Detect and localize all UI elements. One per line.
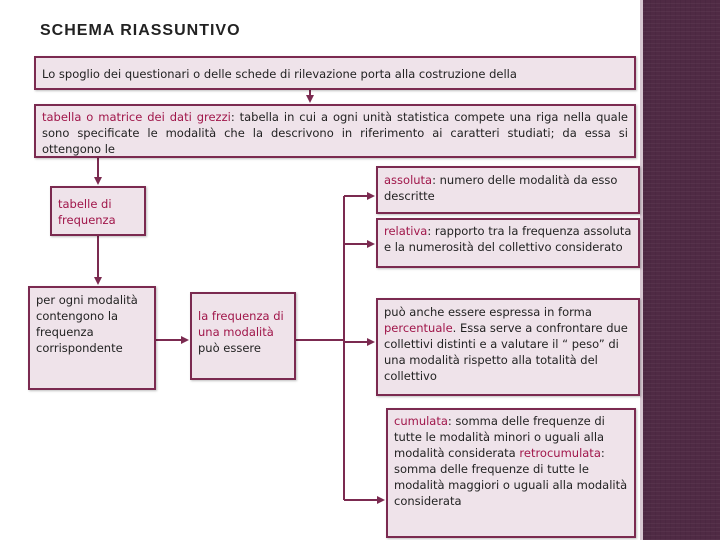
per-ogni-box [28,286,156,390]
percentuale-term: percentuale [384,321,453,335]
relativa-box [376,218,640,268]
la-frequenza-term: la frequenza di una modalità [198,309,284,339]
percentuale-pre: può anche essere espressa in forma [384,305,592,319]
la-frequenza-box [190,292,296,380]
percentuale-box [376,298,640,396]
intro-box [34,56,636,90]
percentuale-text: . Essa serve a confrontare due collettivi distinti e a valutare il “ peso” di una modalità rispetto alla totalità del collettivo [384,321,628,383]
tabella-term: tabella o matrice dei dati grezzi [42,110,231,124]
frequency-tables-term: tabelle di frequenza [58,197,116,227]
cumulata-text: : somma delle frequenze di tutte le modalità minori o uguali alla modalità considerata [394,414,605,460]
assoluta-text: : numero delle modalità da esso descritte [384,173,618,203]
retrocumulata-term: retrocumulata [519,446,601,460]
assoluta-term: assoluta [384,173,433,187]
cumulata-box [386,408,636,538]
assoluta-box [376,166,640,214]
la-frequenza-text: può essere [198,341,261,355]
relativa-term: relativa [384,224,428,238]
cumulata-term: cumulata [394,414,448,428]
tabella-text: : tabella in cui a ogni unità statistica compete una riga nella quale sono specificate le modalità che la descrivono in riferimento ai caratteri studiati; da essa si ottengono le [42,110,628,156]
relativa-text: : rapporto tra la frequenza assoluta e la numerosità del collettivo considerato [384,224,632,254]
retrocumulata-text: : somma delle frequenze di tutte le modalità maggiori o uguali alla modalità considerata [394,446,628,508]
tabella-box [34,104,636,158]
frequency-tables-box [50,186,146,236]
per-ogni-text: per ogni modalità contengono la frequenza corrispondente [36,293,138,355]
page-title: SCHEMA RIASSUNTIVO [40,22,241,39]
intro-text: Lo spoglio dei questionari o delle schede di rilevazione porta alla costruzione della [42,67,517,81]
